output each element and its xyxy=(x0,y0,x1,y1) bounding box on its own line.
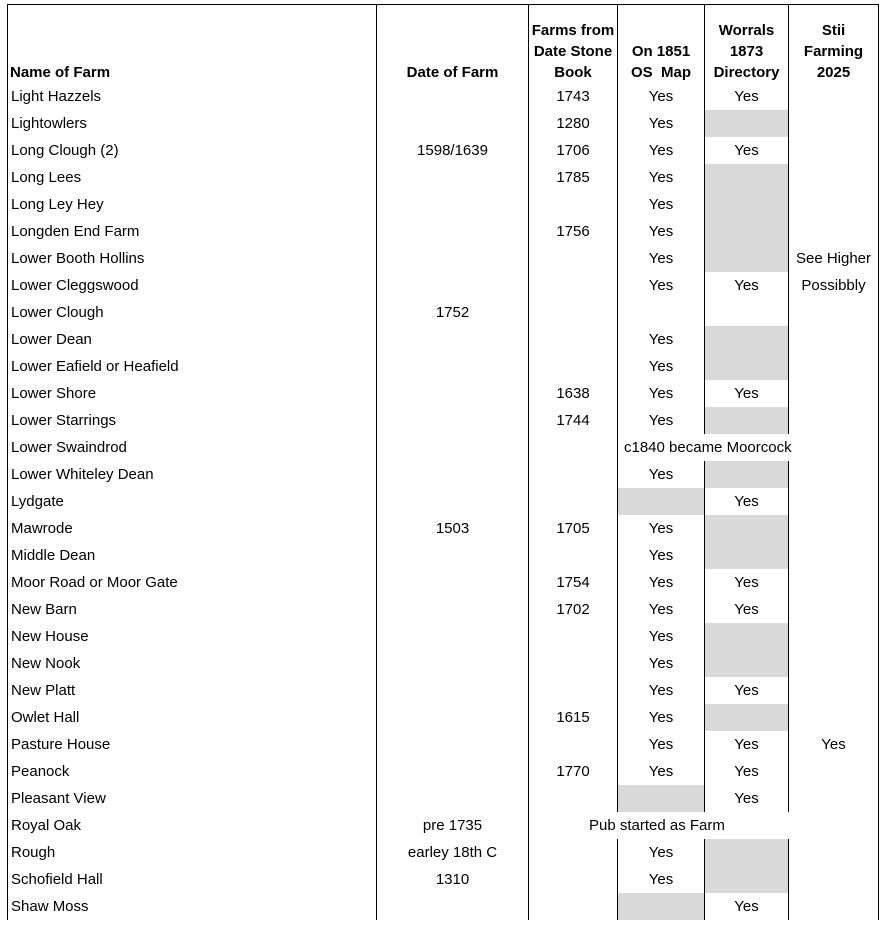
farm-name-cell: Lower Whiteley Dean xyxy=(8,461,377,488)
table-row xyxy=(8,434,879,461)
stone-cell xyxy=(529,542,618,569)
farm-cell xyxy=(789,785,879,812)
farm-cell xyxy=(789,893,879,920)
farm-cell xyxy=(789,515,879,542)
date-cell: pre 1735 xyxy=(377,812,529,839)
date-cell xyxy=(377,461,529,488)
farm-cell xyxy=(789,83,879,110)
farm-name-cell: Long Lees xyxy=(8,164,377,191)
date-cell: 1310 xyxy=(377,866,529,893)
farm-name-cell: Lower Clough xyxy=(8,299,377,326)
os-cell: Yes xyxy=(618,596,705,623)
table-row xyxy=(8,812,879,839)
header-farming-2025: Stii Farming 2025 xyxy=(789,5,879,84)
farm-name-cell: Royal Oak xyxy=(8,812,377,839)
farm-name-cell: Lower Cleggswood xyxy=(8,272,377,299)
table-row xyxy=(8,677,879,704)
os-cell: Yes xyxy=(618,515,705,542)
dir-cell: Yes xyxy=(705,785,789,812)
farm-cell xyxy=(789,191,879,218)
farm-cell xyxy=(789,488,879,515)
farm-name-cell: Lower Swaindrod xyxy=(8,434,377,461)
stone-cell: 1706 xyxy=(529,137,618,164)
stone-cell: 1756 xyxy=(529,218,618,245)
os-cell xyxy=(618,488,705,515)
table-row xyxy=(8,731,879,758)
header-row xyxy=(8,5,879,84)
table-row xyxy=(8,137,879,164)
date-cell xyxy=(377,488,529,515)
date-cell xyxy=(377,623,529,650)
os-cell: Yes xyxy=(618,731,705,758)
os-cell xyxy=(618,785,705,812)
table-row xyxy=(8,839,879,866)
date-cell xyxy=(377,326,529,353)
farm-cell xyxy=(789,623,879,650)
dir-cell: Yes xyxy=(705,758,789,785)
os-cell: Yes xyxy=(618,866,705,893)
os-cell: Yes xyxy=(618,704,705,731)
stone-cell xyxy=(529,866,618,893)
farm-cell xyxy=(789,299,879,326)
dir-cell: Yes xyxy=(705,893,789,920)
stone-cell: 1785 xyxy=(529,164,618,191)
table-row xyxy=(8,785,879,812)
table-row xyxy=(8,110,879,137)
os-cell: Yes xyxy=(618,326,705,353)
date-cell xyxy=(377,785,529,812)
date-cell xyxy=(377,110,529,137)
stone-cell xyxy=(529,650,618,677)
farm-cell: See Higher xyxy=(789,245,879,272)
os-cell: Yes xyxy=(618,380,705,407)
stone-cell xyxy=(529,326,618,353)
date-cell xyxy=(377,191,529,218)
dir-cell: Yes xyxy=(705,488,789,515)
date-cell xyxy=(377,893,529,920)
dir-cell xyxy=(705,623,789,650)
os-cell: Yes xyxy=(618,839,705,866)
farm-name-cell: Mawrode xyxy=(8,515,377,542)
table-row xyxy=(8,326,879,353)
dir-cell xyxy=(705,218,789,245)
header-1851-os-map: On 1851 OS Map xyxy=(618,5,705,84)
farm-cell xyxy=(789,866,879,893)
farm-cell xyxy=(789,380,879,407)
date-cell xyxy=(377,704,529,731)
stone-cell: 1638 xyxy=(529,380,618,407)
date-cell xyxy=(377,542,529,569)
farm-name-cell: Longden End Farm xyxy=(8,218,377,245)
farm-name-cell: Owlet Hall xyxy=(8,704,377,731)
dir-cell: Yes xyxy=(705,137,789,164)
table-row xyxy=(8,164,879,191)
stone-cell xyxy=(529,785,618,812)
farm-cell xyxy=(789,650,879,677)
stone-cell: 1744 xyxy=(529,407,618,434)
farm-cell: Yes xyxy=(789,731,879,758)
farm-cell xyxy=(789,218,879,245)
farm-name-cell: Long Ley Hey xyxy=(8,191,377,218)
farm-name-cell: Schofield Hall xyxy=(8,866,377,893)
dir-cell: Yes xyxy=(705,677,789,704)
stone-cell xyxy=(529,893,618,920)
stone-cell xyxy=(529,488,618,515)
os-cell: Yes xyxy=(618,407,705,434)
os-cell: Yes xyxy=(618,272,705,299)
os-cell xyxy=(618,893,705,920)
farm-name-cell: Lower Eafield or Heafield xyxy=(8,353,377,380)
table-row xyxy=(8,218,879,245)
farm-cell xyxy=(789,677,879,704)
date-cell xyxy=(377,83,529,110)
stone-cell: 1770 xyxy=(529,758,618,785)
dir-cell: Yes xyxy=(705,380,789,407)
stone-cell xyxy=(529,245,618,272)
dir-cell xyxy=(705,515,789,542)
stone-cell xyxy=(529,191,618,218)
table-row xyxy=(8,758,879,785)
farms-table xyxy=(7,4,879,920)
farm-cell xyxy=(789,569,879,596)
farm-name-cell: Lydgate xyxy=(8,488,377,515)
stone-cell xyxy=(529,677,618,704)
dir-cell xyxy=(705,650,789,677)
date-cell xyxy=(377,434,529,461)
farm-cell xyxy=(789,542,879,569)
header-name-of-farm: Name of Farm xyxy=(8,5,377,84)
stone-cell xyxy=(529,731,618,758)
stone-cell: 1705 xyxy=(529,515,618,542)
date-cell xyxy=(377,677,529,704)
header-worrals-directory: Worrals 1873 Directory xyxy=(705,5,789,84)
dir-cell: Yes xyxy=(705,569,789,596)
farm-name-cell: Peanock xyxy=(8,758,377,785)
os-cell: Yes xyxy=(618,164,705,191)
stone-cell xyxy=(529,353,618,380)
stone-cell: 1702 xyxy=(529,596,618,623)
table-row xyxy=(8,488,879,515)
stone-cell xyxy=(529,272,618,299)
os-cell: Yes xyxy=(618,191,705,218)
table-row xyxy=(8,407,879,434)
farm-name-cell: Middle Dean xyxy=(8,542,377,569)
farm-name-cell: Lightowlers xyxy=(8,110,377,137)
farm-cell: Possibbly xyxy=(789,272,879,299)
table-row xyxy=(8,569,879,596)
farm-name-cell: Lower Shore xyxy=(8,380,377,407)
dir-cell: Yes xyxy=(705,83,789,110)
table-row xyxy=(8,380,879,407)
farm-cell xyxy=(789,839,879,866)
farm-name-cell: Pasture House xyxy=(8,731,377,758)
dir-cell xyxy=(705,299,789,326)
date-cell: earley 18th C xyxy=(377,839,529,866)
farm-cell xyxy=(789,758,879,785)
dir-cell xyxy=(705,461,789,488)
note-cell: Pub started as Farm xyxy=(529,812,879,839)
dir-cell xyxy=(705,866,789,893)
date-cell: 1752 xyxy=(377,299,529,326)
os-cell: Yes xyxy=(618,353,705,380)
date-cell xyxy=(377,407,529,434)
header-date-stone-book: Farms from Date Stone Book xyxy=(529,5,618,84)
date-cell: 1503 xyxy=(377,515,529,542)
header-date-of-farm: Date of Farm xyxy=(377,5,529,84)
farm-name-cell: New House xyxy=(8,623,377,650)
stone-cell: 1743 xyxy=(529,83,618,110)
date-cell xyxy=(377,569,529,596)
dir-cell: Yes xyxy=(705,596,789,623)
stone-cell: 1754 xyxy=(529,569,618,596)
farm-name-cell: Lower Booth Hollins xyxy=(8,245,377,272)
date-cell xyxy=(377,245,529,272)
dir-cell xyxy=(705,191,789,218)
dir-cell: Yes xyxy=(705,731,789,758)
date-cell xyxy=(377,353,529,380)
date-cell: 1598/1639 xyxy=(377,137,529,164)
table-row xyxy=(8,542,879,569)
stone-cell xyxy=(529,461,618,488)
farm-name-cell: New Platt xyxy=(8,677,377,704)
os-cell: Yes xyxy=(618,218,705,245)
os-cell: Yes xyxy=(618,110,705,137)
table-row xyxy=(8,623,879,650)
farm-cell xyxy=(789,407,879,434)
farm-name-cell: Moor Road or Moor Gate xyxy=(8,569,377,596)
os-cell: Yes xyxy=(618,461,705,488)
table-row xyxy=(8,461,879,488)
stone-cell xyxy=(529,434,618,461)
date-cell xyxy=(377,218,529,245)
date-cell xyxy=(377,596,529,623)
table-row xyxy=(8,83,879,110)
farm-name-cell: Lower Dean xyxy=(8,326,377,353)
date-cell xyxy=(377,164,529,191)
stone-cell xyxy=(529,299,618,326)
farm-cell xyxy=(789,704,879,731)
os-cell: Yes xyxy=(618,569,705,596)
table-row xyxy=(8,353,879,380)
farm-name-cell: New Nook xyxy=(8,650,377,677)
table-row xyxy=(8,596,879,623)
dir-cell: Yes xyxy=(705,272,789,299)
os-cell: Yes xyxy=(618,650,705,677)
date-cell xyxy=(377,650,529,677)
os-cell: Yes xyxy=(618,83,705,110)
dir-cell xyxy=(705,407,789,434)
table-row xyxy=(8,272,879,299)
os-cell: Yes xyxy=(618,623,705,650)
dir-cell xyxy=(705,704,789,731)
table-row xyxy=(8,866,879,893)
farm-cell xyxy=(789,353,879,380)
table-row xyxy=(8,245,879,272)
date-cell xyxy=(377,380,529,407)
table-row xyxy=(8,191,879,218)
farm-name-cell: Rough xyxy=(8,839,377,866)
farm-cell xyxy=(789,164,879,191)
dir-cell xyxy=(705,353,789,380)
farm-cell xyxy=(789,326,879,353)
os-cell: Yes xyxy=(618,542,705,569)
farm-cell xyxy=(789,137,879,164)
farm-name-cell: Shaw Moss xyxy=(8,893,377,920)
os-cell: Yes xyxy=(618,758,705,785)
farm-name-cell: Long Clough (2) xyxy=(8,137,377,164)
farm-cell xyxy=(789,596,879,623)
stone-cell: 1280 xyxy=(529,110,618,137)
farm-name-cell: Lower Starrings xyxy=(8,407,377,434)
stone-cell: 1615 xyxy=(529,704,618,731)
dir-cell xyxy=(705,164,789,191)
farm-name-cell: Light Hazzels xyxy=(8,83,377,110)
os-cell: Yes xyxy=(618,245,705,272)
table-row xyxy=(8,893,879,920)
farm-name-cell: Pleasant View xyxy=(8,785,377,812)
table-row xyxy=(8,650,879,677)
dir-cell xyxy=(705,110,789,137)
farm-cell xyxy=(789,461,879,488)
stone-cell xyxy=(529,839,618,866)
farm-name-cell: New Barn xyxy=(8,596,377,623)
table-row xyxy=(8,704,879,731)
date-cell xyxy=(377,758,529,785)
os-cell xyxy=(618,299,705,326)
dir-cell xyxy=(705,542,789,569)
os-cell: Yes xyxy=(618,137,705,164)
table-row xyxy=(8,515,879,542)
date-cell xyxy=(377,731,529,758)
stone-cell xyxy=(529,623,618,650)
farm-cell xyxy=(789,110,879,137)
date-cell xyxy=(377,272,529,299)
os-cell: Yes xyxy=(618,677,705,704)
note-cell: c1840 became Moorcock xyxy=(618,434,879,461)
table-row xyxy=(8,299,879,326)
dir-cell xyxy=(705,839,789,866)
dir-cell xyxy=(705,326,789,353)
dir-cell xyxy=(705,245,789,272)
